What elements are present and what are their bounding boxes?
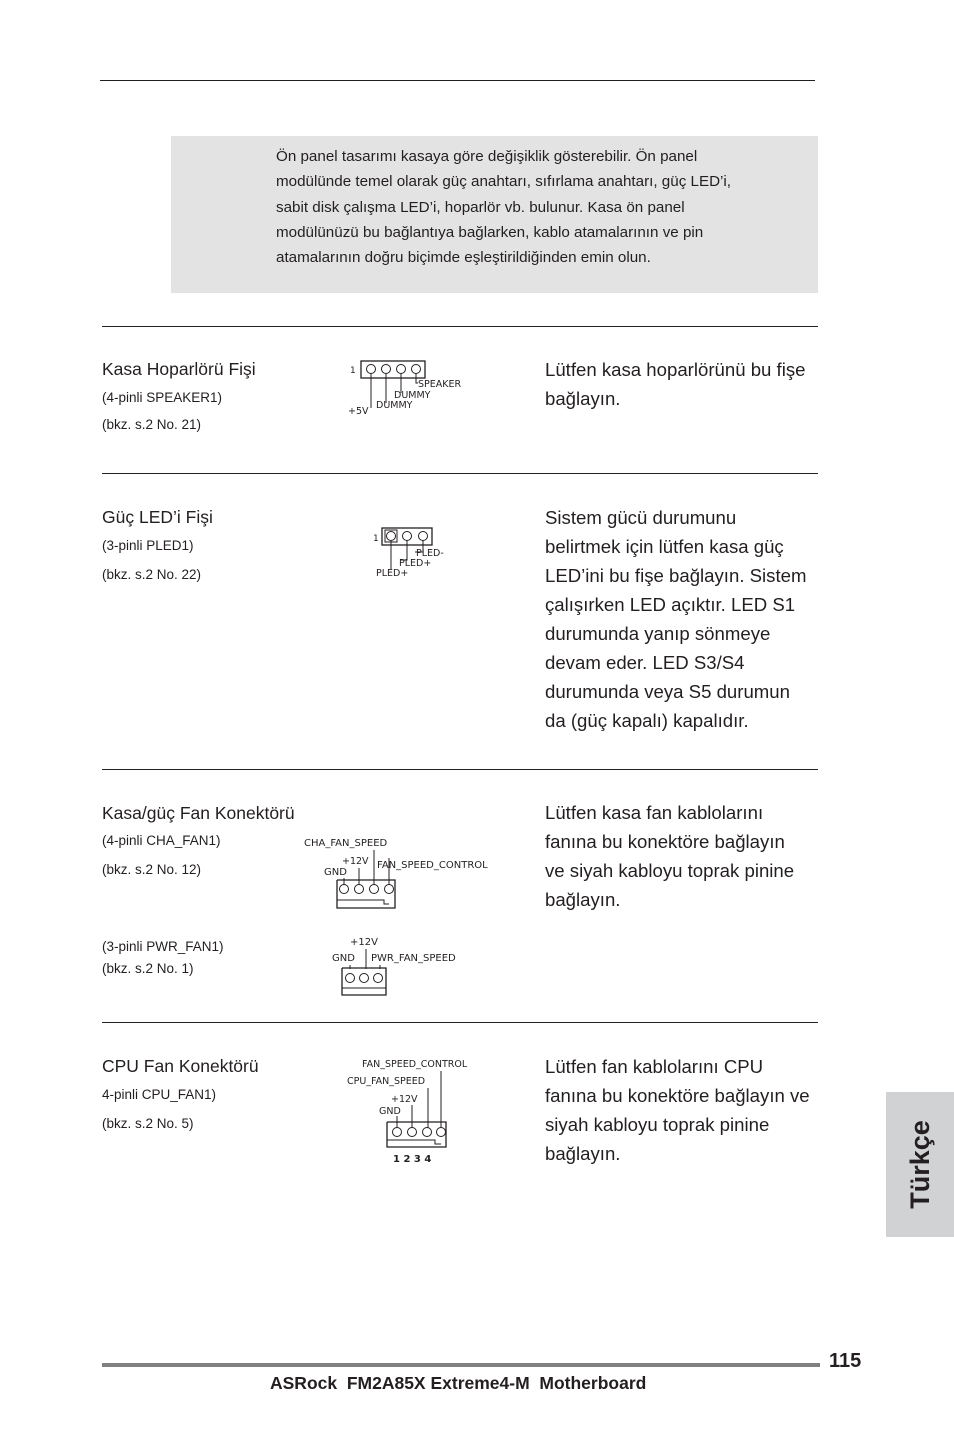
chafan-description — [545, 798, 825, 914]
footer-bar — [102, 1363, 820, 1367]
12v-label: +12V — [350, 937, 378, 948]
pled-minus-label: PLED- — [416, 548, 444, 559]
desc-line: Sistem gücü durumunu — [545, 507, 737, 528]
desc-line: belirtmek için lütfen kasa güç — [545, 536, 784, 557]
language-tab-label: Türkçe — [905, 1120, 935, 1209]
cpufan-header-diagram — [345, 1054, 485, 1166]
chafan-ref: (bkz. s.2 No. 12) — [102, 862, 202, 877]
pled-header-diagram — [370, 524, 460, 580]
12v-label: +12V — [342, 856, 369, 867]
pled-plus-label: PLED+ — [399, 558, 432, 569]
speaker-spec: (4-pinli SPEAKER1) — [102, 390, 223, 405]
pled-plus-label: PLED+ — [376, 568, 409, 579]
note-line: atamalarının doğru biçimde eşleştirildiğinden emin olun. — [276, 249, 651, 267]
cpufan-spec: 4-pinli CPU_FAN1) — [102, 1087, 217, 1102]
speaker-header-diagram — [345, 357, 480, 417]
desc-line: Lütfen fan kablolarını CPU — [545, 1056, 764, 1077]
chafan-spec: (4-pinli CHA_FAN1) — [102, 833, 221, 848]
language-tab — [886, 1092, 954, 1237]
desc-line: ve siyah kabloyu toprak pinine — [545, 860, 795, 881]
desc-line: da (güç kapalı) kapalıdır. — [545, 710, 749, 731]
pwrfan-ref: (bkz. s.2 No. 1) — [102, 961, 194, 976]
pin1-label: 1 — [350, 366, 356, 376]
section-divider — [102, 473, 818, 474]
chafan-header-diagram — [302, 834, 507, 912]
desc-line: durumunda veya S5 durumun — [545, 681, 790, 702]
desc-line: siyah kabloyu toprak pinine — [545, 1114, 770, 1135]
desc-line: devam eder. LED S3/S4 — [545, 652, 745, 673]
section-divider — [102, 769, 818, 770]
desc-line: fanına bu konektöre bağlayın — [545, 831, 785, 852]
fan-speed-control-label: FAN_SPEED_CONTROL — [377, 860, 488, 871]
pwrfan-spec: (3-pinli PWR_FAN1) — [102, 939, 224, 954]
desc-line: çalışırken LED açıktır. LED S1 — [545, 594, 796, 615]
desc-line: Lütfen kasa hoparlörünü bu fişe — [545, 359, 806, 380]
section-divider — [102, 326, 818, 327]
speaker-description — [545, 355, 825, 413]
desc-line: bağlayın. — [545, 889, 621, 910]
desc-line: durumunda yanıp sönmeye — [545, 623, 771, 644]
note-text — [276, 144, 806, 270]
note-line: Ön panel tasarımı kasaya göre değişiklik gösterebilir. Ön panel — [276, 148, 698, 165]
5v-pin-label: +5V — [348, 406, 369, 417]
fan-speed-control-label: FAN_SPEED_CONTROL — [362, 1059, 468, 1070]
speaker-pin-label: SPEAKER — [418, 379, 462, 390]
note-line: modülünüzü bu bağlantıya bağlarken, kablo atamalarının ve pin — [276, 223, 704, 241]
speaker-ref: (bkz. s.2 No. 21) — [102, 417, 202, 432]
desc-line: fanına bu konektöre bağlayın ve — [545, 1085, 810, 1106]
dummy-pin-label: DUMMY — [376, 400, 413, 411]
gnd-label: GND — [379, 1106, 401, 1117]
desc-line: Lütfen kasa fan kablolarını — [545, 802, 764, 823]
page-number: 115 — [829, 1350, 862, 1372]
cpufan-description — [545, 1052, 825, 1168]
top-rule — [100, 80, 815, 81]
dummy-pin-label: DUMMY — [394, 390, 431, 401]
pled-ref: (bkz. s.2 No. 22) — [102, 567, 202, 582]
pled-title: Güç LED’i Fişi — [102, 507, 213, 527]
pin-numbers: 1 2 3 4 — [393, 1154, 432, 1165]
note-line: modülünde temel olarak güç anahtarı, sıfırlama anahtarı, güç LED’i, — [276, 173, 732, 191]
desc-line: bağlayın. — [545, 1143, 621, 1164]
pwrfan-header-diagram — [330, 933, 470, 999]
gnd-label: GND — [324, 867, 347, 878]
section-divider — [102, 1022, 818, 1023]
speaker-title: Kasa Hoparlörü Fişi — [102, 359, 256, 379]
footer-title: ASRock FM2A85X Extreme4-M Motherboard — [270, 1373, 647, 1393]
cha-fan-speed-label: CHA_FAN_SPEED — [304, 838, 388, 849]
chafan-title: Kasa/güç Fan Konektörü — [102, 803, 295, 823]
cpu-fan-speed-label: CPU_FAN_SPEED — [347, 1076, 426, 1087]
cpufan-ref: (bkz. s.2 No. 5) — [102, 1116, 194, 1131]
desc-line: LED’ini bu fişe bağlayın. Sistem — [545, 565, 807, 586]
note-line: sabit disk çalışma LED’i, hoparlör vb. bulunur. Kasa ön panel — [276, 198, 685, 216]
gnd-label: GND — [332, 953, 355, 964]
12v-label: +12V — [391, 1094, 418, 1105]
pled-spec: (3-pinli PLED1) — [102, 538, 194, 553]
pwr-fan-speed-label: PWR_FAN_SPEED — [371, 953, 456, 964]
desc-line: bağlayın. — [545, 388, 621, 409]
pin1-label: 1 — [373, 534, 379, 544]
pled-description — [545, 503, 825, 735]
cpufan-title: CPU Fan Konektörü — [102, 1056, 259, 1076]
